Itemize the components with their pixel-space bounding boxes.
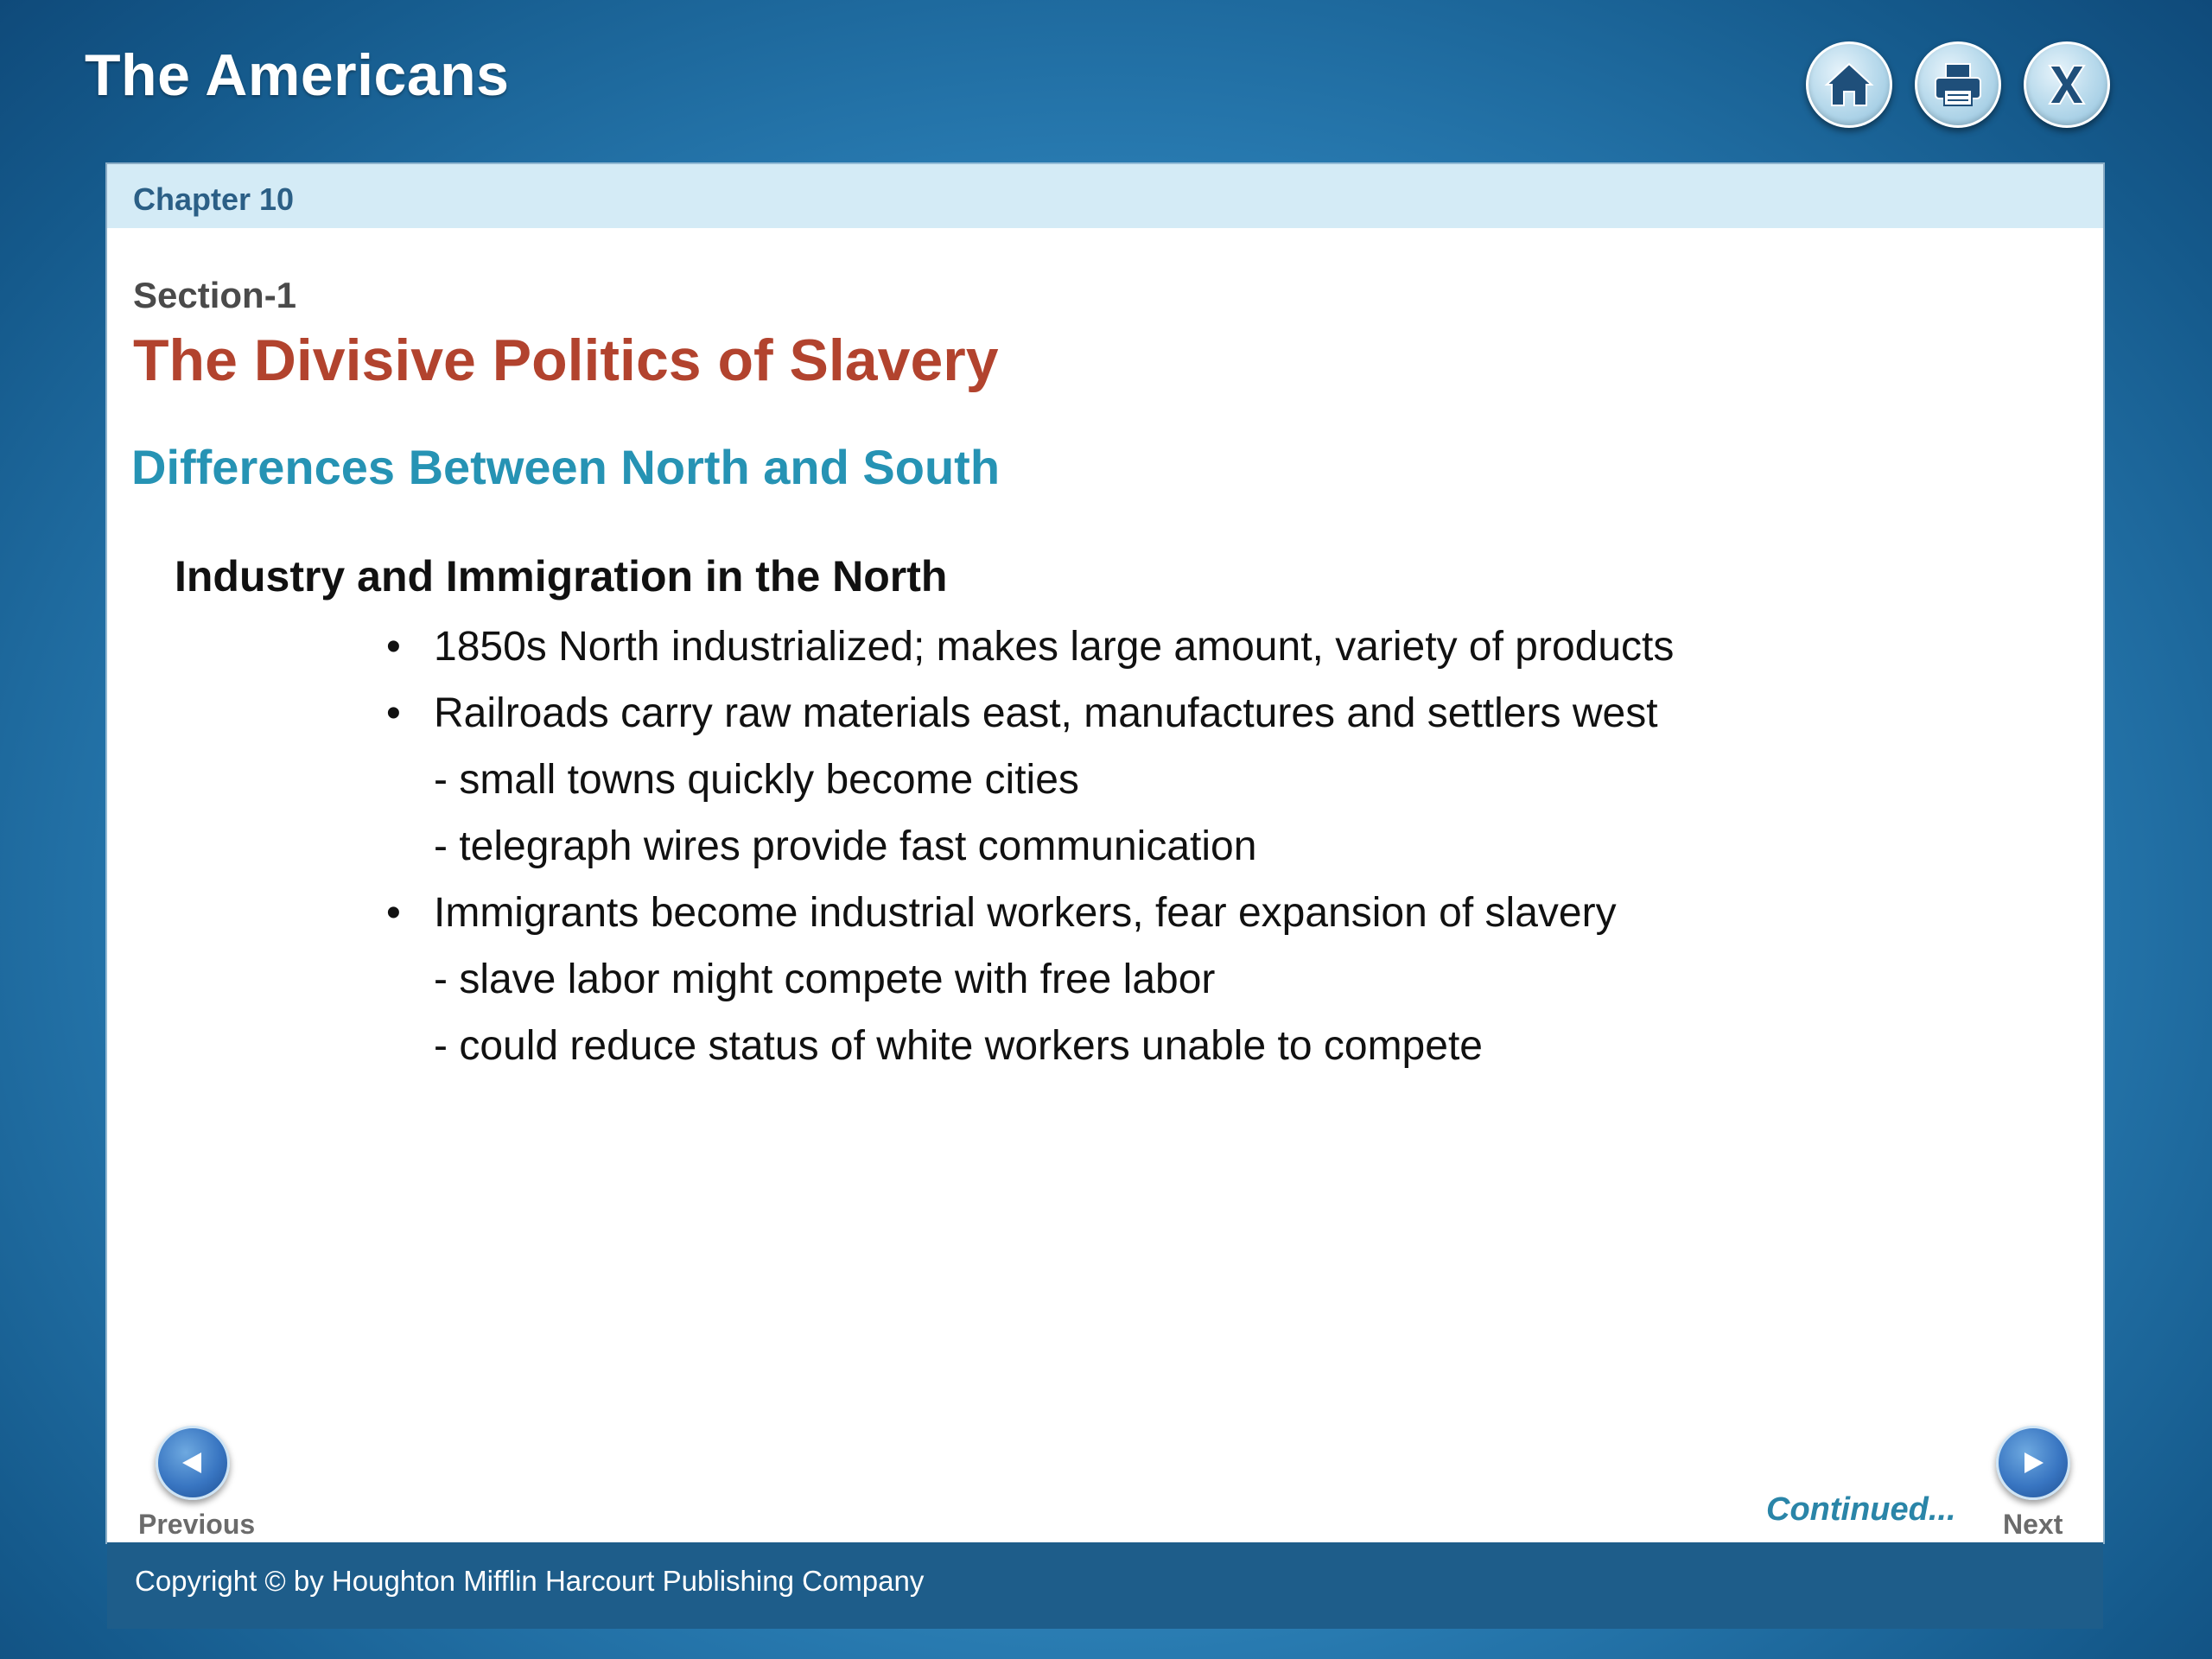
- close-button[interactable]: [2024, 41, 2110, 128]
- content-panel: [107, 164, 2103, 1542]
- previous-button[interactable]: [156, 1426, 230, 1500]
- section-label: Section-1: [133, 275, 297, 315]
- chapter-label: Chapter 10: [133, 181, 295, 217]
- print-icon: [1932, 60, 1984, 109]
- continued-label: Continued...: [1766, 1491, 1956, 1528]
- bullet-item: • 1850s North industrialized; makes large amount, variety of products: [278, 613, 1674, 680]
- content-list: [278, 613, 1674, 1079]
- subsection-title: Differences Between North and South: [131, 440, 1001, 494]
- bullet-item: • Railroads carry raw materials east, manufactures and settlers west: [278, 680, 1674, 747]
- sub-item: - telegraph wires provide fast communication: [434, 823, 1257, 869]
- top-toolbar: [1806, 41, 2110, 128]
- next-button[interactable]: [1996, 1426, 2070, 1500]
- chapter-bar: [107, 164, 2103, 228]
- home-button[interactable]: [1806, 41, 1892, 128]
- bullet-item: • Immigrants become industrial workers, fear expansion of slavery: [278, 880, 1674, 946]
- footer: [107, 1542, 2103, 1629]
- arrow-left-icon: [175, 1446, 210, 1480]
- print-button[interactable]: [1915, 41, 2001, 128]
- section-title: The Divisive Politics of Slavery: [133, 327, 999, 393]
- close-icon: [2043, 60, 2091, 109]
- sub-item: - small towns quickly become cities: [434, 757, 1079, 803]
- sub-item: - could reduce status of white workers unable to compete: [434, 1023, 1483, 1069]
- home-icon: [1823, 60, 1875, 109]
- arrow-right-icon: [2016, 1446, 2050, 1480]
- previous-label: Previous: [138, 1509, 256, 1540]
- next-label: Next: [2003, 1509, 2063, 1540]
- sub-item: - slave labor might compete with free labor: [434, 957, 1216, 1002]
- topic-heading: Industry and Immigration in the North: [175, 552, 948, 601]
- copyright-text: Copyright © by Houghton Mifflin Harcourt Publishing Company: [135, 1565, 925, 1597]
- app-title: The Americans: [85, 42, 510, 108]
